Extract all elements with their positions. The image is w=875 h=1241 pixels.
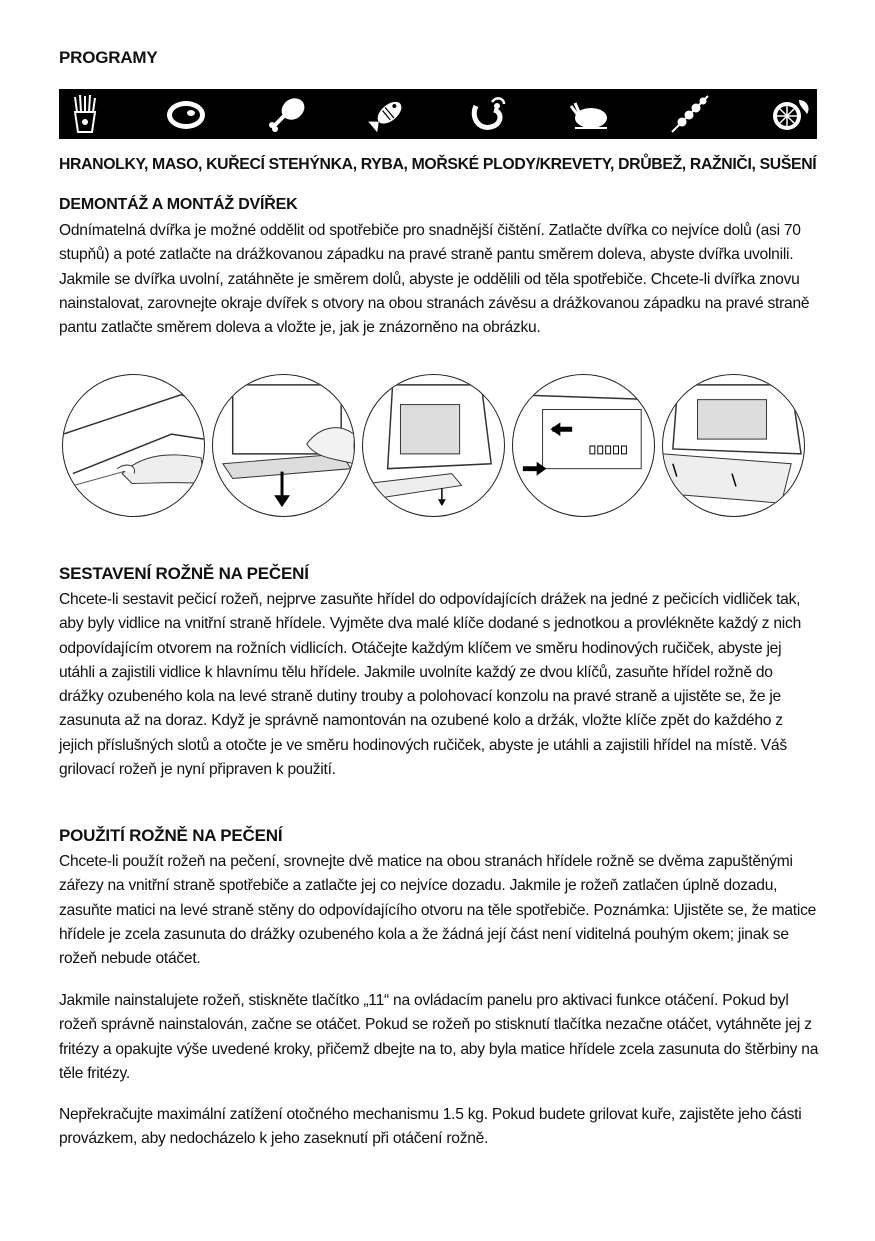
door-step-1-illustration: [62, 374, 205, 517]
rotisserie-use-text-3: Nepřekračujte maximální zatížení otočného mechanismu 1.5 kg. Pokud budete grilovat kuře, zajistěte jeho části provázkem, aby nedocházelo k jeho zaseknutí při otáčení rožně.: [59, 1106, 802, 1148]
fries-icon: [63, 92, 107, 136]
program-icon-bar: [59, 89, 817, 139]
door-illustrations: [62, 374, 817, 519]
program-names: HRANOLKY, MASO, KUŘECÍ STEHÝNKA, RYBA, MOŘSKÉ PLODY/KREVETY, DRŮBEŽ, RAŽNIČI, SUŠENÍ: [59, 156, 817, 173]
rotisserie-assembly-text: Chcete-li sestavit pečicí rožeň, nejprve zasuňte hřídel do odpovídajících drážek na jedné z pečicích vidliček tak, aby byly vidlice na vnitřní straně hřídele. Vyjměte dva malé klíče dodané s jednotkou a provlékněte každý z nich odpovídajícím otvorem na rožních vidlicích. Otáčejte každým klíčem ve směru hodinových ručiček, abyste jej utáhli a zajistili vidlice k hlavnímu tělu hřídele. Jakmile uvolníte každý ze dvou klíčů, zasuňte hřídel rožně do drážky ozubeného kola na levé straně dutiny trouby a polohovací konzolu na pravé straně a ujistěte se, že je zasunuta až na doraz. Když je správně namontován na ozubené kolo a držák, vložte klíče zpět do každého z jejich příslušných slotů a otočte je ve směru hodinových ručiček, abyste je utáhli a zajistili hřídel na místě. Váš grilovací rožeň je nyní připraven k použití.: [59, 591, 801, 779]
shrimp-icon: [466, 92, 510, 136]
rotisserie-assembly-heading: SESTAVENÍ ROŽNĚ NA PEČENÍ: [59, 564, 309, 583]
poultry-icon: [567, 92, 611, 136]
rotisserie-use-text-2: Jakmile nainstalujete rožeň, stiskněte tlačítko „11“ na ovládacím panelu pro aktivaci funkce otáčení. Pokud byl rožeň správně nainstalován, začne se otáčet. Pokud se rožeň po stisknutí tlačítka nezačne otáčet, vytáhněte jej z fritézy a opakujte výše uvedené kroky, přičemž dbejte na to, aby byla matice hřídele zcela zasunuta do štěrbiny na těle fritézy.: [59, 992, 819, 1082]
rotisserie-use-text-1: Chcete-li použít rožeň na pečení, srovnejte dvě matice na obou stranách hřídele rožně se dvěma zapuštěnými zářezy na vnitřní straně spotřebiče a zatlačte jej co nejvíce dozadu. Jakmile je rožeň zatlačen úplně dozadu, zasuňte matici na levé straně stěny do odpovídajícího otvoru na těle spotřebiče. Poznámka: Ujistěte se, že matice hřídele je zcela zasunuta do drážky ozubeného kola a že žádná její část není viditelná pouhým okem; jinak se rožeň nebude otáčet.: [59, 853, 817, 968]
meat-icon: [164, 92, 208, 136]
chicken-leg-icon: [265, 92, 309, 136]
door-step-4-illustration: [512, 374, 655, 517]
dried-fruit-icon: [769, 92, 813, 136]
fish-icon: [366, 92, 410, 136]
door-heading: DEMONTÁŽ A MONTÁŽ DVÍŘEK: [59, 196, 298, 213]
door-step-3-illustration: [362, 374, 505, 517]
programs-heading: PROGRAMY: [59, 48, 158, 67]
door-text: Odnímatelná dvířka je možné oddělit od spotřebiče pro snadnější čištění. Zatlačte dvířka co nejvíce dolů (asi 70 stupňů) a poté zatlačte na drážkovanou západku na pravé straně pantu směrem doleva, abyste dvířka uvolnili. Jakmile se dvířka uvolní, zatáhněte je směrem dolů, abyste je oddělili od těla spotřebiče. Chcete-li dvířka znovu nainstalovat, zarovnejte okraje dvířek s otvory na obou stranách závěsu a drážkovanou západku na pravé straně pantu zatlačte směrem doleva a vložte je, jak je znázorněno na obrázku.: [59, 222, 810, 337]
skewer-icon: [668, 92, 712, 136]
door-step-5-illustration: [662, 374, 805, 517]
rotisserie-use-heading: POUŽITÍ ROŽNĚ NA PEČENÍ: [59, 826, 283, 845]
door-step-2-illustration: [212, 374, 355, 517]
